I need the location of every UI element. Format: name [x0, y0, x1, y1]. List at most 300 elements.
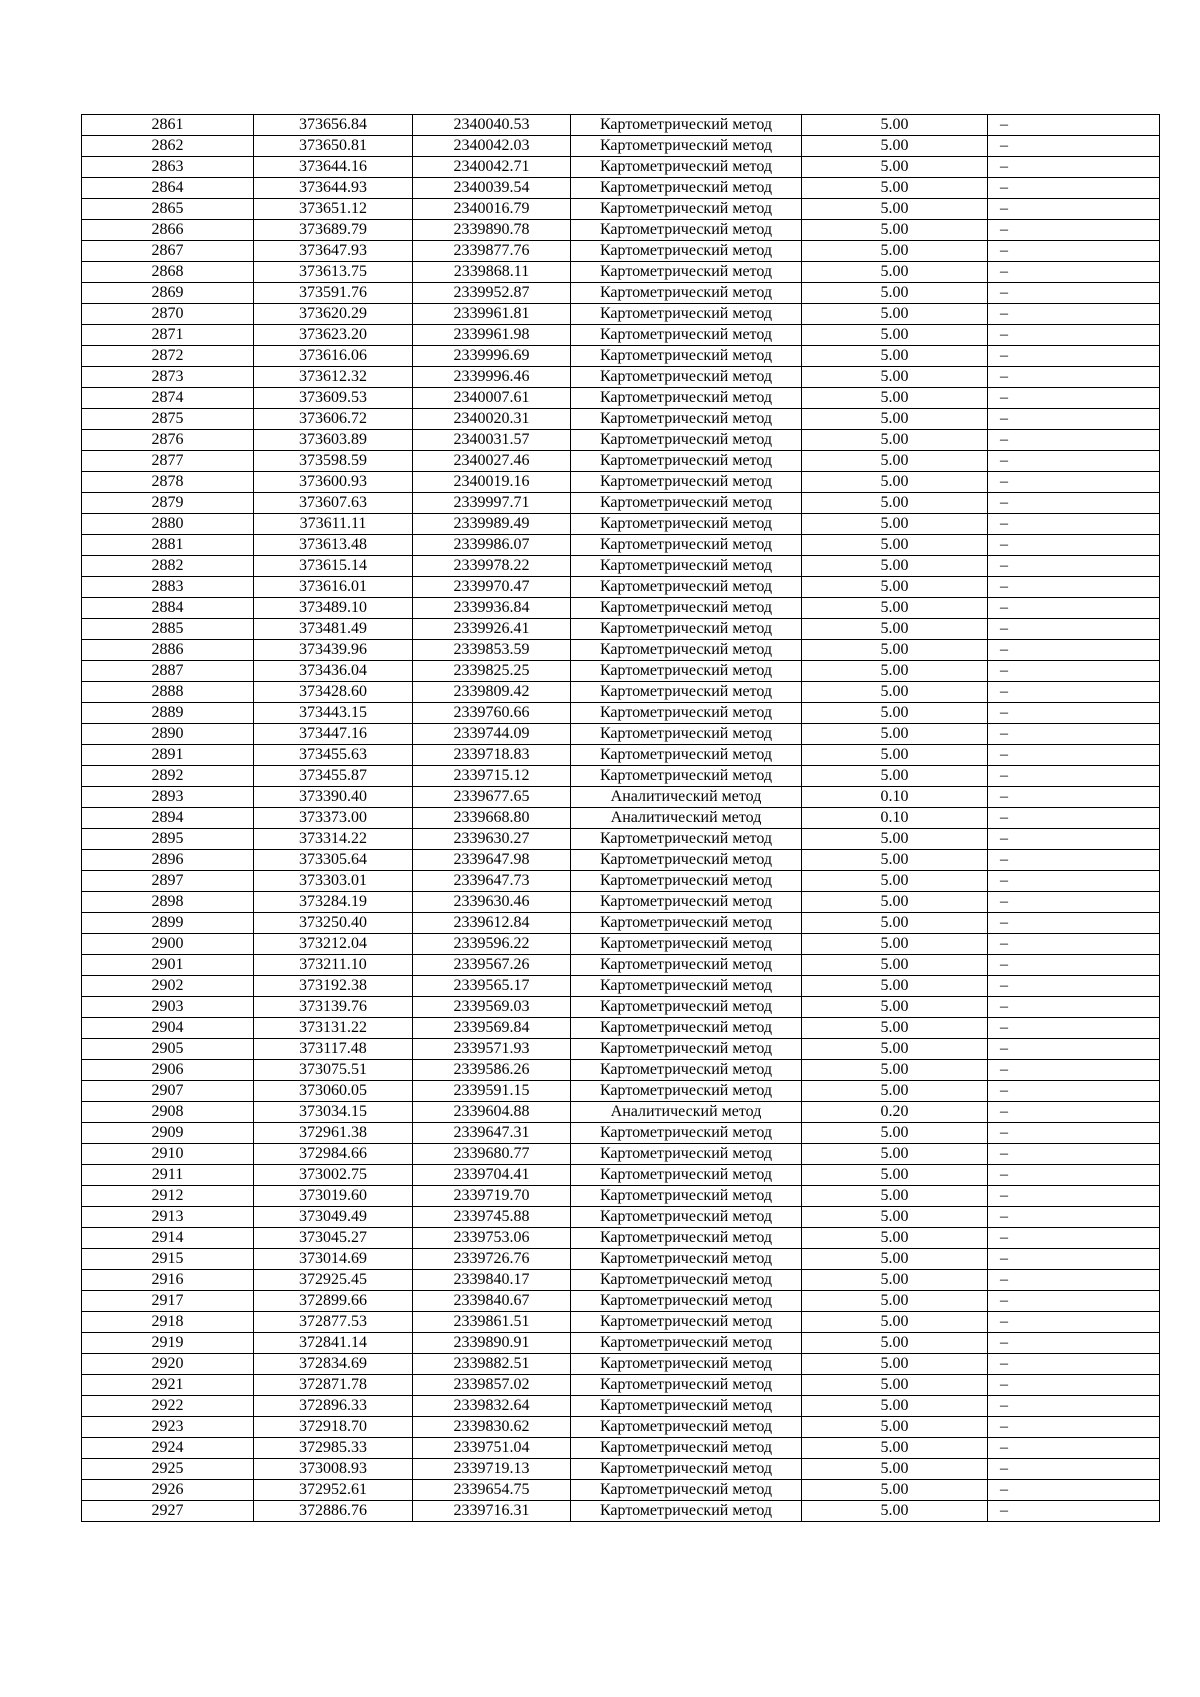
description-cell: –	[988, 346, 1160, 367]
y-coordinate-cell: 2340027.46	[413, 451, 571, 472]
table-row	[82, 367, 1160, 388]
table-row	[82, 703, 1160, 724]
table-row	[82, 808, 1160, 829]
x-coordinate-cell: 372918.70	[254, 1417, 413, 1438]
table-row	[82, 871, 1160, 892]
accuracy-cell: 5.00	[802, 535, 988, 556]
accuracy-cell: 5.00	[802, 724, 988, 745]
x-coordinate-cell: 373447.16	[254, 724, 413, 745]
x-coordinate-cell: 373117.48	[254, 1039, 413, 1060]
description-cell: –	[988, 1291, 1160, 1312]
method-cell: Картометрический метод	[571, 1459, 802, 1480]
table-row	[82, 1081, 1160, 1102]
x-coordinate-cell: 373211.10	[254, 955, 413, 976]
accuracy-cell: 5.00	[802, 451, 988, 472]
accuracy-cell: 5.00	[802, 703, 988, 724]
point-number-cell: 2901	[82, 955, 254, 976]
x-coordinate-cell: 373647.93	[254, 241, 413, 262]
method-cell: Картометрический метод	[571, 913, 802, 934]
accuracy-cell: 5.00	[802, 262, 988, 283]
point-number-cell: 2919	[82, 1333, 254, 1354]
method-cell: Картометрический метод	[571, 934, 802, 955]
method-cell: Картометрический метод	[571, 556, 802, 577]
table-row	[82, 766, 1160, 787]
y-coordinate-cell: 2339970.47	[413, 577, 571, 598]
x-coordinate-cell: 373034.15	[254, 1102, 413, 1123]
accuracy-cell: 5.00	[802, 1354, 988, 1375]
accuracy-cell: 5.00	[802, 514, 988, 535]
accuracy-cell: 5.00	[802, 1333, 988, 1354]
point-number-cell: 2898	[82, 892, 254, 913]
y-coordinate-cell: 2339825.25	[413, 661, 571, 682]
accuracy-cell: 5.00	[802, 556, 988, 577]
point-number-cell: 2897	[82, 871, 254, 892]
x-coordinate-cell: 372877.53	[254, 1312, 413, 1333]
x-coordinate-cell: 373611.11	[254, 514, 413, 535]
x-coordinate-cell: 373620.29	[254, 304, 413, 325]
method-cell: Картометрический метод	[571, 1144, 802, 1165]
x-coordinate-cell: 373139.76	[254, 997, 413, 1018]
description-cell: –	[988, 976, 1160, 997]
method-cell: Картометрический метод	[571, 220, 802, 241]
point-number-cell: 2922	[82, 1396, 254, 1417]
point-number-cell: 2867	[82, 241, 254, 262]
description-cell: –	[988, 724, 1160, 745]
x-coordinate-cell: 373481.49	[254, 619, 413, 640]
point-number-cell: 2861	[82, 115, 254, 136]
coordinates-table	[81, 114, 1160, 1522]
table-row	[82, 640, 1160, 661]
method-cell: Картометрический метод	[571, 724, 802, 745]
y-coordinate-cell: 2339926.41	[413, 619, 571, 640]
point-number-cell: 2879	[82, 493, 254, 514]
x-coordinate-cell: 373303.01	[254, 871, 413, 892]
method-cell: Картометрический метод	[571, 1501, 802, 1522]
x-coordinate-cell: 373650.81	[254, 136, 413, 157]
point-number-cell: 2890	[82, 724, 254, 745]
description-cell: –	[988, 136, 1160, 157]
y-coordinate-cell: 2340040.53	[413, 115, 571, 136]
point-number-cell: 2900	[82, 934, 254, 955]
method-cell: Картометрический метод	[571, 598, 802, 619]
point-number-cell: 2923	[82, 1417, 254, 1438]
x-coordinate-cell: 373607.63	[254, 493, 413, 514]
description-cell: –	[988, 1228, 1160, 1249]
method-cell: Картометрический метод	[571, 829, 802, 850]
method-cell: Картометрический метод	[571, 1354, 802, 1375]
accuracy-cell: 5.00	[802, 1207, 988, 1228]
y-coordinate-cell: 2339961.98	[413, 325, 571, 346]
y-coordinate-cell: 2339630.27	[413, 829, 571, 850]
x-coordinate-cell: 373049.49	[254, 1207, 413, 1228]
method-cell: Картометрический метод	[571, 1081, 802, 1102]
x-coordinate-cell: 373014.69	[254, 1249, 413, 1270]
y-coordinate-cell: 2339567.26	[413, 955, 571, 976]
description-cell: –	[988, 1249, 1160, 1270]
point-number-cell: 2913	[82, 1207, 254, 1228]
x-coordinate-cell: 373623.20	[254, 325, 413, 346]
description-cell: –	[988, 514, 1160, 535]
method-cell: Картометрический метод	[571, 1480, 802, 1501]
y-coordinate-cell: 2340020.31	[413, 409, 571, 430]
y-coordinate-cell: 2339719.70	[413, 1186, 571, 1207]
point-number-cell: 2907	[82, 1081, 254, 1102]
description-cell: –	[988, 1081, 1160, 1102]
description-cell: –	[988, 913, 1160, 934]
point-number-cell: 2864	[82, 178, 254, 199]
point-number-cell: 2903	[82, 997, 254, 1018]
table-row	[82, 1060, 1160, 1081]
y-coordinate-cell: 2339718.83	[413, 745, 571, 766]
accuracy-cell: 5.00	[802, 178, 988, 199]
description-cell: –	[988, 1123, 1160, 1144]
description-cell: –	[988, 787, 1160, 808]
method-cell: Картометрический метод	[571, 1396, 802, 1417]
point-number-cell: 2910	[82, 1144, 254, 1165]
point-number-cell: 2877	[82, 451, 254, 472]
method-cell: Картометрический метод	[571, 1060, 802, 1081]
method-cell: Картометрический метод	[571, 1375, 802, 1396]
table-row	[82, 1354, 1160, 1375]
description-cell: –	[988, 178, 1160, 199]
point-number-cell: 2921	[82, 1375, 254, 1396]
x-coordinate-cell: 373489.10	[254, 598, 413, 619]
y-coordinate-cell: 2339830.62	[413, 1417, 571, 1438]
table-row	[82, 241, 1160, 262]
accuracy-cell: 5.00	[802, 766, 988, 787]
y-coordinate-cell: 2340031.57	[413, 430, 571, 451]
x-coordinate-cell: 372871.78	[254, 1375, 413, 1396]
description-cell: –	[988, 199, 1160, 220]
method-cell: Картометрический метод	[571, 850, 802, 871]
point-number-cell: 2866	[82, 220, 254, 241]
table-row	[82, 115, 1160, 136]
point-number-cell: 2912	[82, 1186, 254, 1207]
description-cell: –	[988, 409, 1160, 430]
table-row	[82, 1186, 1160, 1207]
point-number-cell: 2880	[82, 514, 254, 535]
method-cell: Картометрический метод	[571, 451, 802, 472]
table-row	[82, 1417, 1160, 1438]
x-coordinate-cell: 373603.89	[254, 430, 413, 451]
point-number-cell: 2925	[82, 1459, 254, 1480]
table-row	[82, 682, 1160, 703]
x-coordinate-cell: 372985.33	[254, 1438, 413, 1459]
y-coordinate-cell: 2339680.77	[413, 1144, 571, 1165]
accuracy-cell: 5.00	[802, 1249, 988, 1270]
point-number-cell: 2868	[82, 262, 254, 283]
table-row	[82, 262, 1160, 283]
x-coordinate-cell: 373606.72	[254, 409, 413, 430]
description-cell: –	[988, 262, 1160, 283]
point-number-cell: 2893	[82, 787, 254, 808]
accuracy-cell: 5.00	[802, 1144, 988, 1165]
table-row	[82, 1312, 1160, 1333]
table-row	[82, 325, 1160, 346]
description-cell: –	[988, 556, 1160, 577]
accuracy-cell: 5.00	[802, 850, 988, 871]
x-coordinate-cell: 372925.45	[254, 1270, 413, 1291]
y-coordinate-cell: 2339654.75	[413, 1480, 571, 1501]
table-row	[82, 388, 1160, 409]
method-cell: Картометрический метод	[571, 409, 802, 430]
accuracy-cell: 5.00	[802, 241, 988, 262]
x-coordinate-cell: 373373.00	[254, 808, 413, 829]
table-row	[82, 787, 1160, 808]
description-cell: –	[988, 850, 1160, 871]
method-cell: Картометрический метод	[571, 997, 802, 1018]
y-coordinate-cell: 2339890.78	[413, 220, 571, 241]
method-cell: Картометрический метод	[571, 1291, 802, 1312]
x-coordinate-cell: 373612.32	[254, 367, 413, 388]
method-cell: Картометрический метод	[571, 1207, 802, 1228]
method-cell: Картометрический метод	[571, 1438, 802, 1459]
accuracy-cell: 0.20	[802, 1102, 988, 1123]
method-cell: Картометрический метод	[571, 703, 802, 724]
method-cell: Картометрический метод	[571, 514, 802, 535]
accuracy-cell: 5.00	[802, 199, 988, 220]
accuracy-cell: 5.00	[802, 157, 988, 178]
table-row	[82, 1165, 1160, 1186]
description-cell: –	[988, 1270, 1160, 1291]
y-coordinate-cell: 2340019.16	[413, 472, 571, 493]
point-number-cell: 2874	[82, 388, 254, 409]
point-number-cell: 2873	[82, 367, 254, 388]
description-cell: –	[988, 1417, 1160, 1438]
method-cell: Картометрический метод	[571, 976, 802, 997]
description-cell: –	[988, 1144, 1160, 1165]
description-cell: –	[988, 934, 1160, 955]
point-number-cell: 2892	[82, 766, 254, 787]
y-coordinate-cell: 2339832.64	[413, 1396, 571, 1417]
description-cell: –	[988, 1060, 1160, 1081]
y-coordinate-cell: 2339604.88	[413, 1102, 571, 1123]
y-coordinate-cell: 2339586.26	[413, 1060, 571, 1081]
description-cell: –	[988, 808, 1160, 829]
point-number-cell: 2876	[82, 430, 254, 451]
table-row	[82, 1480, 1160, 1501]
method-cell: Картометрический метод	[571, 1249, 802, 1270]
y-coordinate-cell: 2340042.71	[413, 157, 571, 178]
description-cell: –	[988, 955, 1160, 976]
accuracy-cell: 5.00	[802, 493, 988, 514]
description-cell: –	[988, 325, 1160, 346]
description-cell: –	[988, 703, 1160, 724]
accuracy-cell: 5.00	[802, 346, 988, 367]
table-row	[82, 1333, 1160, 1354]
y-coordinate-cell: 2339857.02	[413, 1375, 571, 1396]
x-coordinate-cell: 373689.79	[254, 220, 413, 241]
x-coordinate-cell: 372899.66	[254, 1291, 413, 1312]
point-number-cell: 2896	[82, 850, 254, 871]
x-coordinate-cell: 373616.01	[254, 577, 413, 598]
accuracy-cell: 5.00	[802, 913, 988, 934]
y-coordinate-cell: 2339704.41	[413, 1165, 571, 1186]
x-coordinate-cell: 373428.60	[254, 682, 413, 703]
description-cell: –	[988, 619, 1160, 640]
point-number-cell: 2908	[82, 1102, 254, 1123]
point-number-cell: 2872	[82, 346, 254, 367]
accuracy-cell: 5.00	[802, 619, 988, 640]
table-row	[82, 409, 1160, 430]
table-row	[82, 304, 1160, 325]
x-coordinate-cell: 373436.04	[254, 661, 413, 682]
description-cell: –	[988, 1186, 1160, 1207]
x-coordinate-cell: 373075.51	[254, 1060, 413, 1081]
table-row	[82, 451, 1160, 472]
table-row	[82, 346, 1160, 367]
description-cell: –	[988, 1018, 1160, 1039]
y-coordinate-cell: 2340042.03	[413, 136, 571, 157]
x-coordinate-cell: 372984.66	[254, 1144, 413, 1165]
description-cell: –	[988, 745, 1160, 766]
description-cell: –	[988, 598, 1160, 619]
y-coordinate-cell: 2339877.76	[413, 241, 571, 262]
y-coordinate-cell: 2339760.66	[413, 703, 571, 724]
y-coordinate-cell: 2339569.84	[413, 1018, 571, 1039]
y-coordinate-cell: 2339853.59	[413, 640, 571, 661]
y-coordinate-cell: 2339997.71	[413, 493, 571, 514]
y-coordinate-cell: 2339996.46	[413, 367, 571, 388]
accuracy-cell: 5.00	[802, 1438, 988, 1459]
point-number-cell: 2920	[82, 1354, 254, 1375]
coordinates-table-body	[82, 115, 1160, 1522]
accuracy-cell: 5.00	[802, 892, 988, 913]
point-number-cell: 2865	[82, 199, 254, 220]
point-number-cell: 2926	[82, 1480, 254, 1501]
table-row	[82, 493, 1160, 514]
description-cell: –	[988, 577, 1160, 598]
x-coordinate-cell: 373192.38	[254, 976, 413, 997]
point-number-cell: 2916	[82, 1270, 254, 1291]
accuracy-cell: 5.00	[802, 997, 988, 1018]
point-number-cell: 2885	[82, 619, 254, 640]
x-coordinate-cell: 373045.27	[254, 1228, 413, 1249]
accuracy-cell: 5.00	[802, 598, 988, 619]
accuracy-cell: 5.00	[802, 472, 988, 493]
point-number-cell: 2884	[82, 598, 254, 619]
description-cell: –	[988, 367, 1160, 388]
description-cell: –	[988, 472, 1160, 493]
table-row	[82, 1123, 1160, 1144]
y-coordinate-cell: 2339612.84	[413, 913, 571, 934]
y-coordinate-cell: 2339565.17	[413, 976, 571, 997]
table-row	[82, 1207, 1160, 1228]
point-number-cell: 2869	[82, 283, 254, 304]
point-number-cell: 2895	[82, 829, 254, 850]
table-row	[82, 430, 1160, 451]
accuracy-cell: 5.00	[802, 1186, 988, 1207]
point-number-cell: 2875	[82, 409, 254, 430]
point-number-cell: 2883	[82, 577, 254, 598]
method-cell: Картометрический метод	[571, 493, 802, 514]
description-cell: –	[988, 115, 1160, 136]
y-coordinate-cell: 2339647.31	[413, 1123, 571, 1144]
accuracy-cell: 5.00	[802, 1081, 988, 1102]
accuracy-cell: 5.00	[802, 871, 988, 892]
x-coordinate-cell: 373651.12	[254, 199, 413, 220]
description-cell: –	[988, 1165, 1160, 1186]
description-cell: –	[988, 388, 1160, 409]
point-number-cell: 2899	[82, 913, 254, 934]
point-number-cell: 2888	[82, 682, 254, 703]
y-coordinate-cell: 2339989.49	[413, 514, 571, 535]
method-cell: Картометрический метод	[571, 1123, 802, 1144]
x-coordinate-cell: 373455.87	[254, 766, 413, 787]
description-cell: –	[988, 535, 1160, 556]
y-coordinate-cell: 2340007.61	[413, 388, 571, 409]
point-number-cell: 2902	[82, 976, 254, 997]
accuracy-cell: 5.00	[802, 1396, 988, 1417]
method-cell: Картометрический метод	[571, 283, 802, 304]
point-number-cell: 2915	[82, 1249, 254, 1270]
method-cell: Картометрический метод	[571, 1312, 802, 1333]
table-row	[82, 1501, 1160, 1522]
table-row	[82, 1396, 1160, 1417]
method-cell: Картометрический метод	[571, 157, 802, 178]
accuracy-cell: 5.00	[802, 745, 988, 766]
accuracy-cell: 5.00	[802, 115, 988, 136]
method-cell: Картометрический метод	[571, 1039, 802, 1060]
x-coordinate-cell: 372961.38	[254, 1123, 413, 1144]
method-cell: Картометрический метод	[571, 745, 802, 766]
method-cell: Картометрический метод	[571, 430, 802, 451]
point-number-cell: 2878	[82, 472, 254, 493]
accuracy-cell: 5.00	[802, 577, 988, 598]
accuracy-cell: 5.00	[802, 1165, 988, 1186]
x-coordinate-cell: 373644.93	[254, 178, 413, 199]
x-coordinate-cell: 373212.04	[254, 934, 413, 955]
table-row	[82, 1018, 1160, 1039]
table-row	[82, 1249, 1160, 1270]
x-coordinate-cell: 372886.76	[254, 1501, 413, 1522]
y-coordinate-cell: 2339569.03	[413, 997, 571, 1018]
description-cell: –	[988, 871, 1160, 892]
point-number-cell: 2889	[82, 703, 254, 724]
method-cell: Картометрический метод	[571, 1228, 802, 1249]
description-cell: –	[988, 661, 1160, 682]
point-number-cell: 2891	[82, 745, 254, 766]
y-coordinate-cell: 2339751.04	[413, 1438, 571, 1459]
method-cell: Картометрический метод	[571, 535, 802, 556]
accuracy-cell: 0.10	[802, 808, 988, 829]
point-number-cell: 2918	[82, 1312, 254, 1333]
description-cell: –	[988, 220, 1160, 241]
table-row	[82, 178, 1160, 199]
table-row	[82, 892, 1160, 913]
x-coordinate-cell: 373019.60	[254, 1186, 413, 1207]
accuracy-cell: 5.00	[802, 430, 988, 451]
x-coordinate-cell: 373008.93	[254, 1459, 413, 1480]
x-coordinate-cell: 373314.22	[254, 829, 413, 850]
y-coordinate-cell: 2340039.54	[413, 178, 571, 199]
point-number-cell: 2927	[82, 1501, 254, 1522]
point-number-cell: 2911	[82, 1165, 254, 1186]
method-cell: Картометрический метод	[571, 577, 802, 598]
description-cell: –	[988, 451, 1160, 472]
table-row	[82, 598, 1160, 619]
accuracy-cell: 5.00	[802, 955, 988, 976]
y-coordinate-cell: 2339840.67	[413, 1291, 571, 1312]
y-coordinate-cell: 2339952.87	[413, 283, 571, 304]
x-coordinate-cell: 373613.48	[254, 535, 413, 556]
point-number-cell: 2905	[82, 1039, 254, 1060]
y-coordinate-cell: 2339936.84	[413, 598, 571, 619]
x-coordinate-cell: 373600.93	[254, 472, 413, 493]
table-row	[82, 157, 1160, 178]
accuracy-cell: 5.00	[802, 1291, 988, 1312]
method-cell: Картометрический метод	[571, 115, 802, 136]
